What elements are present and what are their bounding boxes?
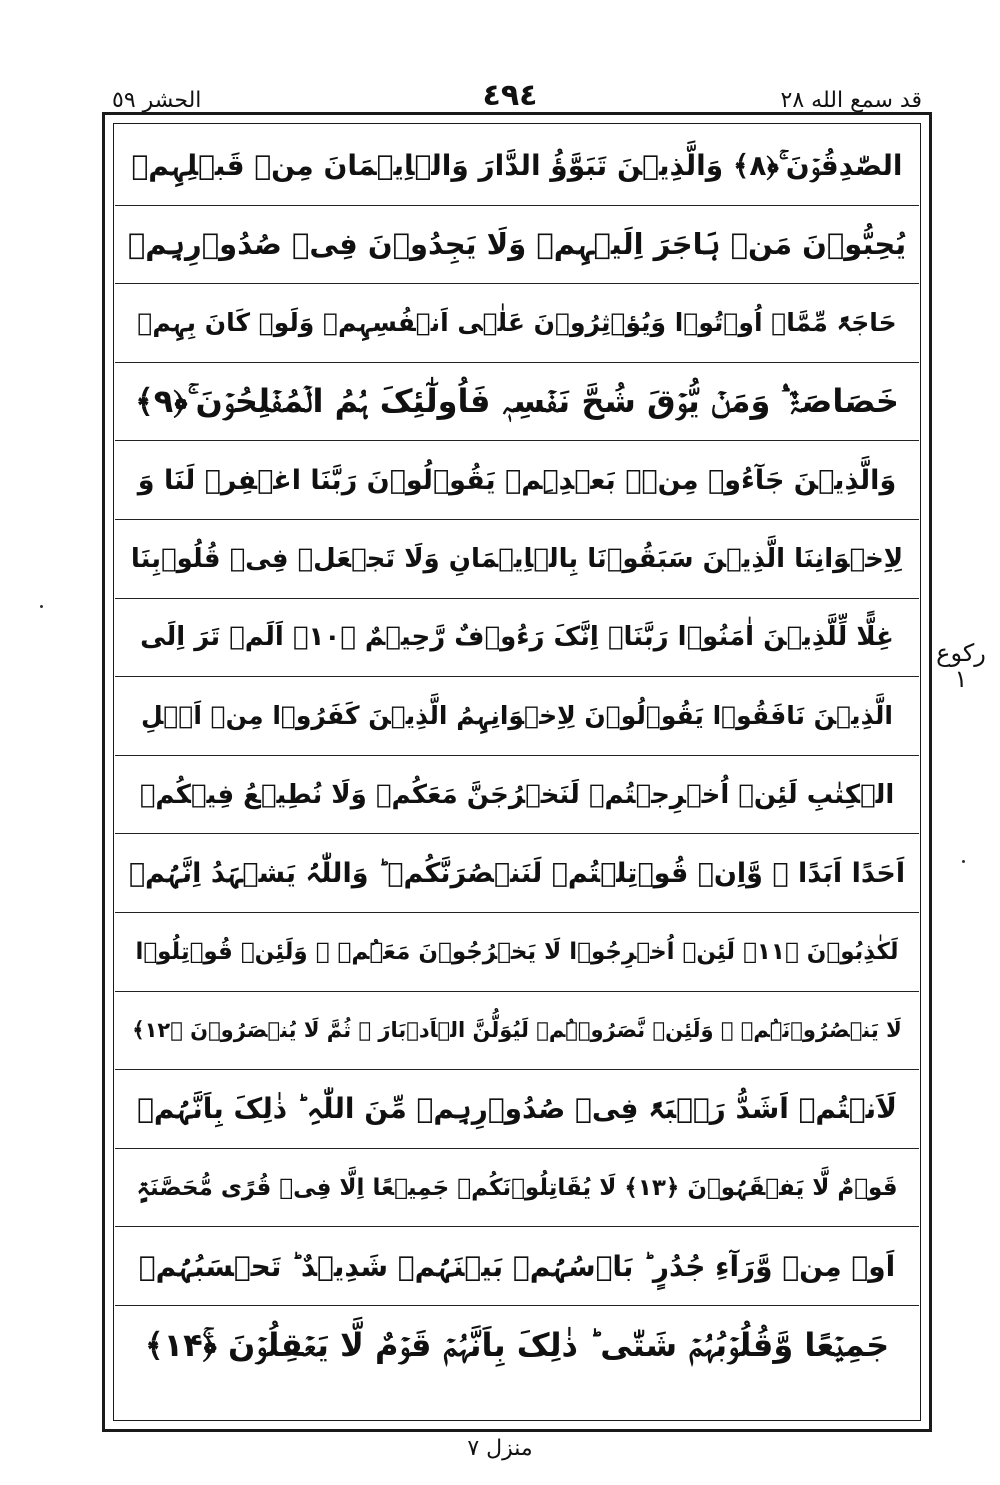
page-number: ٤٩٤: [482, 78, 538, 113]
surah-name: الحشر ٥٩: [112, 88, 202, 113]
verse-line: یُحِبُّوۡنَ مَنۡ ہَاجَرَ اِلَیۡہِمۡ وَلَا یَجِدُوۡنَ فِیۡ صُدُوۡرِہِمۡ: [115, 206, 919, 285]
verse-line: جَمِیۡعًا وَّقُلُوۡبُہُمۡ شَتّٰی ؕ ذٰلِکَ بِاَنَّہُمۡ قَوۡمٌ لَّا یَعۡقِلُوۡنَ ﴿ۚ۱۴﴾: [144, 1325, 890, 1364]
verse-line: لَاَنۡتُمۡ اَشَدُّ رَہۡبَۃً فِیۡ صُدُوۡرِہِمۡ مِّنَ اللّٰہِ ؕ ذٰلِکَ بِاَنَّہُمۡ: [115, 1070, 919, 1149]
verse-line: وَالَّذِیۡنَ جَآءُوۡ مِنۡۢ بَعۡدِہِمۡ یَقُوۡلُوۡنَ رَبَّنَا اغۡفِرۡ لَنَا وَ: [115, 441, 919, 520]
verse-line: غِلًّا لِّلَّذِیۡنَ اٰمَنُوۡا رَبَّنَاۤ اِنَّکَ رَءُوۡفٌ رَّحِیۡمٌ ﴿۱۰﴾ اَلَمۡ تَرَ اِلَی: [115, 599, 919, 678]
verse-line: خَصَاصَۃٌ ؕ۟ وَمَنۡ یُّوۡقَ شُحَّ نَفۡسِہٖ فَاُولٰٓئِکَ ہُمُ الۡمُفۡلِحُوۡنَ ۚ﴿۹﴾: [115, 363, 919, 442]
verse-line: اَوۡ مِنۡ وَّرَآءِ جُدُرٍ ؕ بَاۡسُہُمۡ بَیۡنَہُمۡ شَدِیۡدٌ ؕ تَحۡسَبُہُمۡ: [115, 1227, 919, 1306]
text-frame: [102, 112, 932, 1432]
verse-lines: [115, 127, 919, 1417]
page-header: [0, 0, 1000, 120]
verse-line: لَا یَنۡصُرُوۡنَہُمۡ ۚ وَلَئِنۡ نَّصَرُوۡہُمۡ لَیُوَلُّنَّ الۡاَدۡبَارَ ۟ ثُمَّ لَا یُنۡصَرُوۡنَ ﴿۱۲﴾: [115, 992, 919, 1071]
verse-line: قَوۡمٌ لَّا یَفۡقَہُوۡنَ ﴿۱۳﴾ لَا یُقَاتِلُوۡنَکُمۡ جَمِیۡعًا اِلَّا فِیۡ قُرًی مُّحَصَّنَۃٍ: [115, 1149, 919, 1228]
verse-line: اَحَدًا اَبَدًا ۙ وَّاِنۡ قُوۡتِلۡتُمۡ لَنَنۡصُرَنَّکُمۡ ؕ وَاللّٰہُ یَشۡہَدُ اِنَّہُمۡ: [115, 834, 919, 913]
verse-line: الصّٰدِقُوۡنَ ۚ﴿۸﴾ وَالَّذِیۡنَ تَبَوَّؤُ الدَّارَ وَالۡاِیۡمَانَ مِنۡ قَبۡلِہِمۡ: [115, 127, 919, 206]
speck-dot: [962, 860, 965, 863]
juz-name: قد سمع الله ٢٨: [780, 88, 922, 113]
verse-line: الۡکِتٰبِ لَئِنۡ اُخۡرِجۡتُمۡ لَنَخۡرُجَنَّ مَعَکُمۡ وَلَا نُطِیۡعُ فِیۡکُمۡ: [115, 756, 919, 835]
speck-dot: [40, 605, 43, 608]
manzil-footer: منزل ٧: [467, 1436, 533, 1461]
verse-line: لِاِخۡوَانِنَا الَّذِیۡنَ سَبَقُوۡنَا بِالۡاِیۡمَانِ وَلَا تَجۡعَلۡ فِیۡ قُلُوۡبِنَا: [115, 520, 919, 599]
ruku-margin-note: رکوع ١: [936, 639, 986, 693]
verse-line: لَکٰذِبُوۡنَ ﴿۱۱﴾ لَئِنۡ اُخۡرِجُوۡا لَا یَخۡرُجُوۡنَ مَعَہُمۡ ۚ وَلَئِنۡ قُوۡتِلُوۡا: [115, 913, 919, 992]
verse-line: الَّذِیۡنَ نَافَقُوۡا یَقُوۡلُوۡنَ لِاِخۡوَانِہِمُ الَّذِیۡنَ کَفَرُوۡا مِنۡ اَہۡلِ: [115, 677, 919, 756]
verse-line: حَاجَۃً مِّمَّاۤ اُوۡتُوۡا وَیُؤۡثِرُوۡنَ عَلٰۤی اَنۡفُسِہِمۡ وَلَوۡ کَانَ بِہِمۡ: [115, 284, 919, 363]
